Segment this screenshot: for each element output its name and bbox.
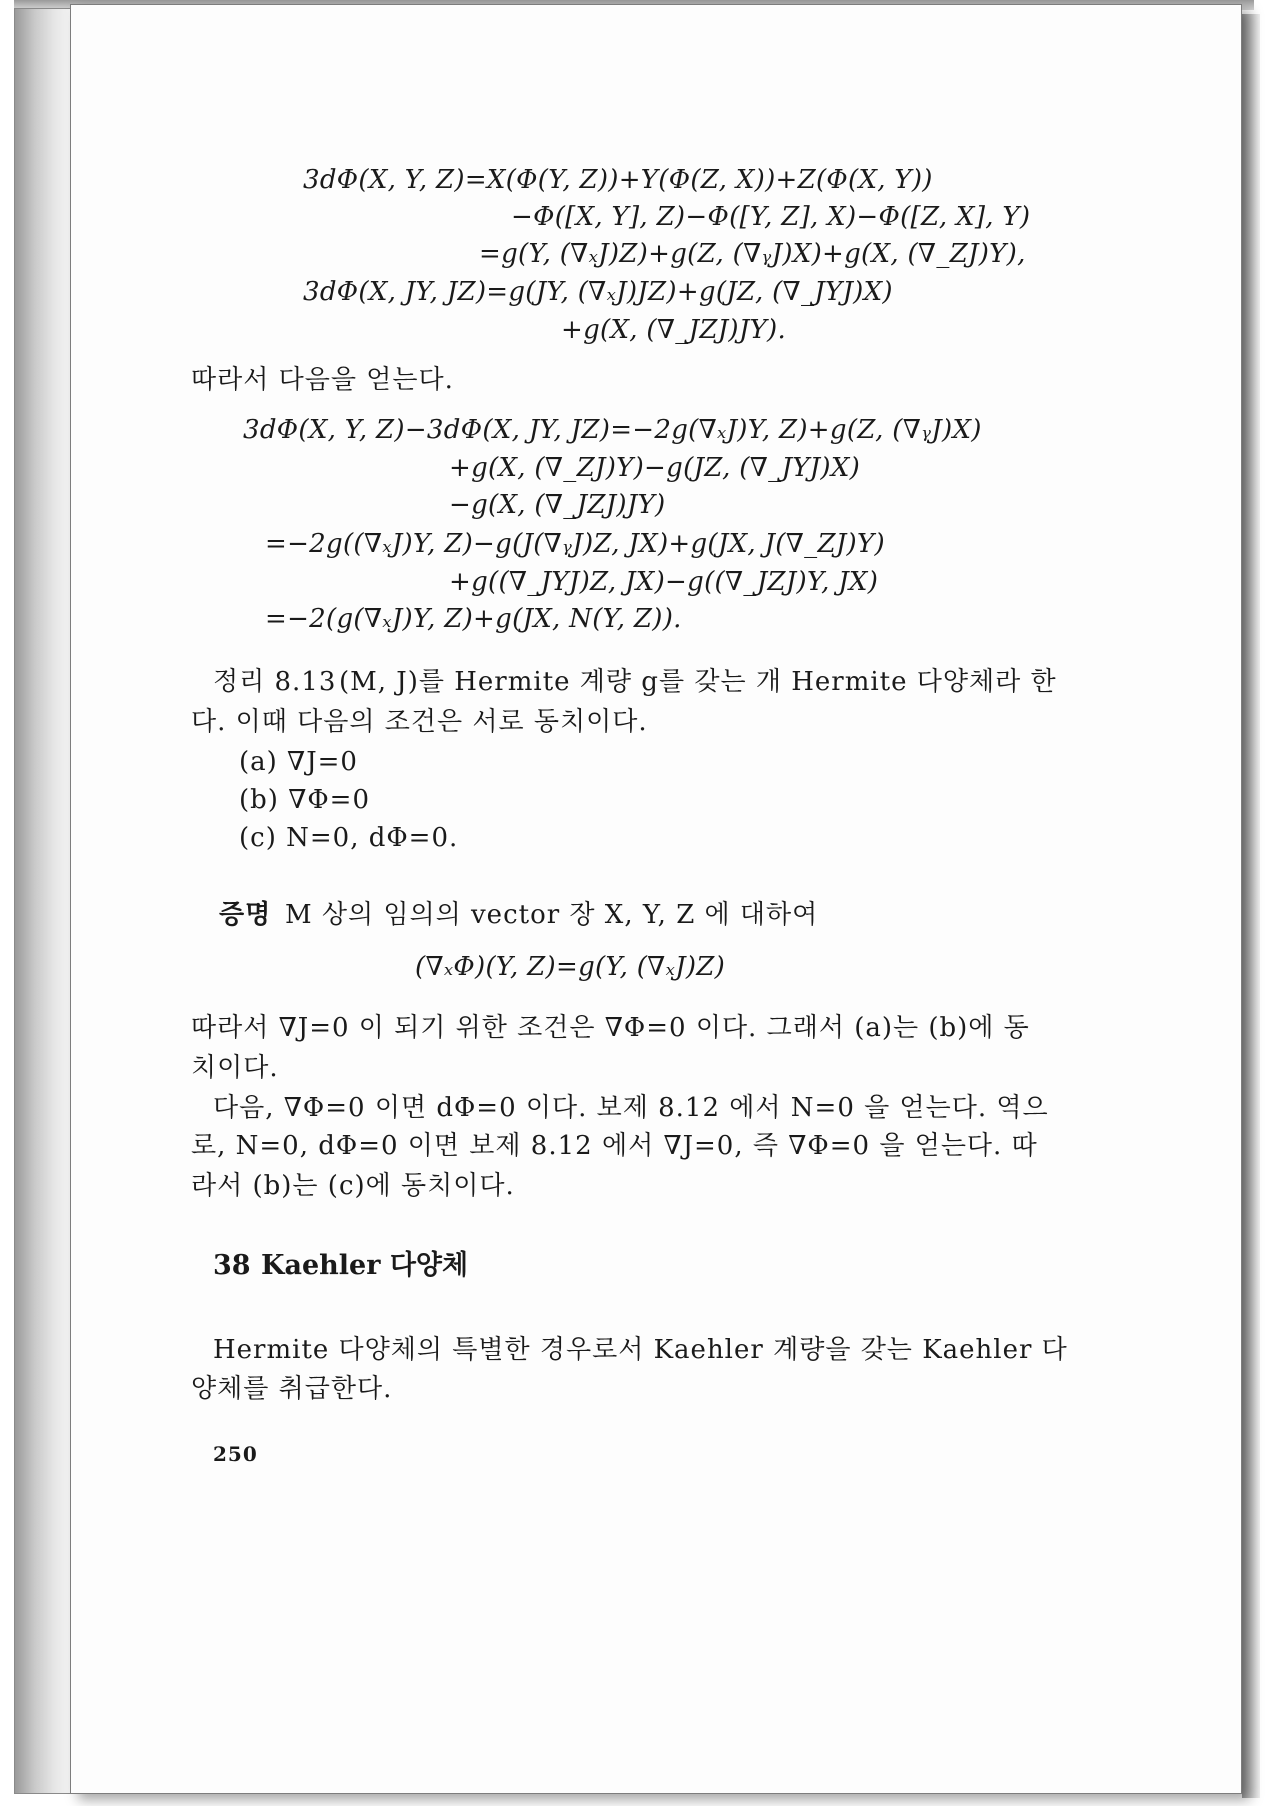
theorem-text: 다. 이때 다음의 조건은 서로 동치이다.	[191, 707, 648, 737]
equation-line: 3dΦ(X, JY, JZ)=g(JY, (∇ₓJ)JZ)+g(JZ, (∇_JYJ)X)	[303, 277, 893, 307]
theorem-condition: (a) ∇J=0	[239, 747, 358, 777]
equation-line: =g(Y, (∇ₓJ)Z)+g(Z, (∇ᵧJ)X)+g(X, (∇_ZJ)Y),	[479, 239, 1026, 269]
proof-text: M 상의 임의의 vector 장 X, Y, Z 에 대하여	[285, 900, 819, 930]
equation-line: +g(X, (∇_ZJ)Y)−g(JZ, (∇_JYJ)X)	[449, 453, 861, 483]
theorem-condition: (c) N=0, dΦ=0.	[239, 823, 459, 853]
proof-paragraph: 라서 (b)는 (c)에 동치이다.	[191, 1171, 515, 1201]
equation-line: −g(X, (∇_JZJ)JY)	[449, 490, 666, 520]
equation-line: −Φ([X, Y], Z)−Φ([Y, Z], X)−Φ([Z, X], Y)	[511, 202, 1031, 232]
book-spine-edge	[14, 8, 72, 1794]
theorem-condition: (b) ∇Φ=0	[239, 785, 370, 815]
section-number: 38	[213, 1250, 251, 1281]
proof-label: 증명	[219, 900, 272, 930]
equation-line: +g((∇_JYJ)Z, JX)−g((∇_JZJ)Y, JX)	[449, 567, 879, 597]
proof-paragraph: 로, N=0, dΦ=0 이면 보제 8.12 에서 ∇J=0, 즉 ∇Φ=0 을 얻는다. 따	[191, 1131, 1038, 1161]
equation-line: 3dΦ(X, Y, Z)=X(Φ(Y, Z))+Y(Φ(Z, X))+Z(Φ(X, Y))	[303, 165, 933, 195]
equation-line: 3dΦ(X, Y, Z)−3dΦ(X, JY, JZ)=−2g(∇ₓJ)Y, Z)+g(Z, (∇ᵧJ)X)	[243, 415, 982, 445]
section-paragraph: Hermite 다양체의 특별한 경우로서 Kaehler 계량을 갖는 Kaehler 다	[213, 1335, 1068, 1365]
proof-paragraph: 치이다.	[191, 1053, 279, 1083]
proof-paragraph: 따라서 ∇J=0 이 되기 위한 조건은 ∇Φ=0 이다. 그래서 (a)는 (b)에 동	[191, 1013, 1030, 1043]
section-paragraph: 양체를 취급한다.	[191, 1374, 393, 1404]
equation-line: =−2(g(∇ₓJ)Y, Z)+g(JX, N(Y, Z)).	[265, 604, 682, 634]
theorem-label: 정리 8.13	[213, 667, 337, 697]
intro-text: 따라서 다음을 얻는다.	[191, 365, 454, 395]
equation-line: =−2g((∇ₓJ)Y, Z)−g(J(∇ᵧJ)Z, JX)+g(JX, J(∇_ZJ)Y)	[265, 529, 885, 559]
book-page	[70, 4, 1242, 1794]
page-shadow	[1242, 14, 1260, 1798]
section-title: Kaehler 다양체	[261, 1250, 469, 1281]
proof-paragraph: 다음, ∇Φ=0 이면 dΦ=0 이다. 보제 8.12 에서 N=0 을 얻는다. 역으	[213, 1093, 1049, 1123]
theorem-text: (M, J)를 Hermite 계량 g를 갖는 개 Hermite 다양체라 한	[339, 667, 1057, 697]
page-number: 250	[213, 1442, 258, 1466]
equation-line: +g(X, (∇_JZJ)JY).	[561, 315, 787, 345]
proof-equation: (∇ₓΦ)(Y, Z)=g(Y, (∇ₓJ)Z)	[415, 952, 726, 982]
